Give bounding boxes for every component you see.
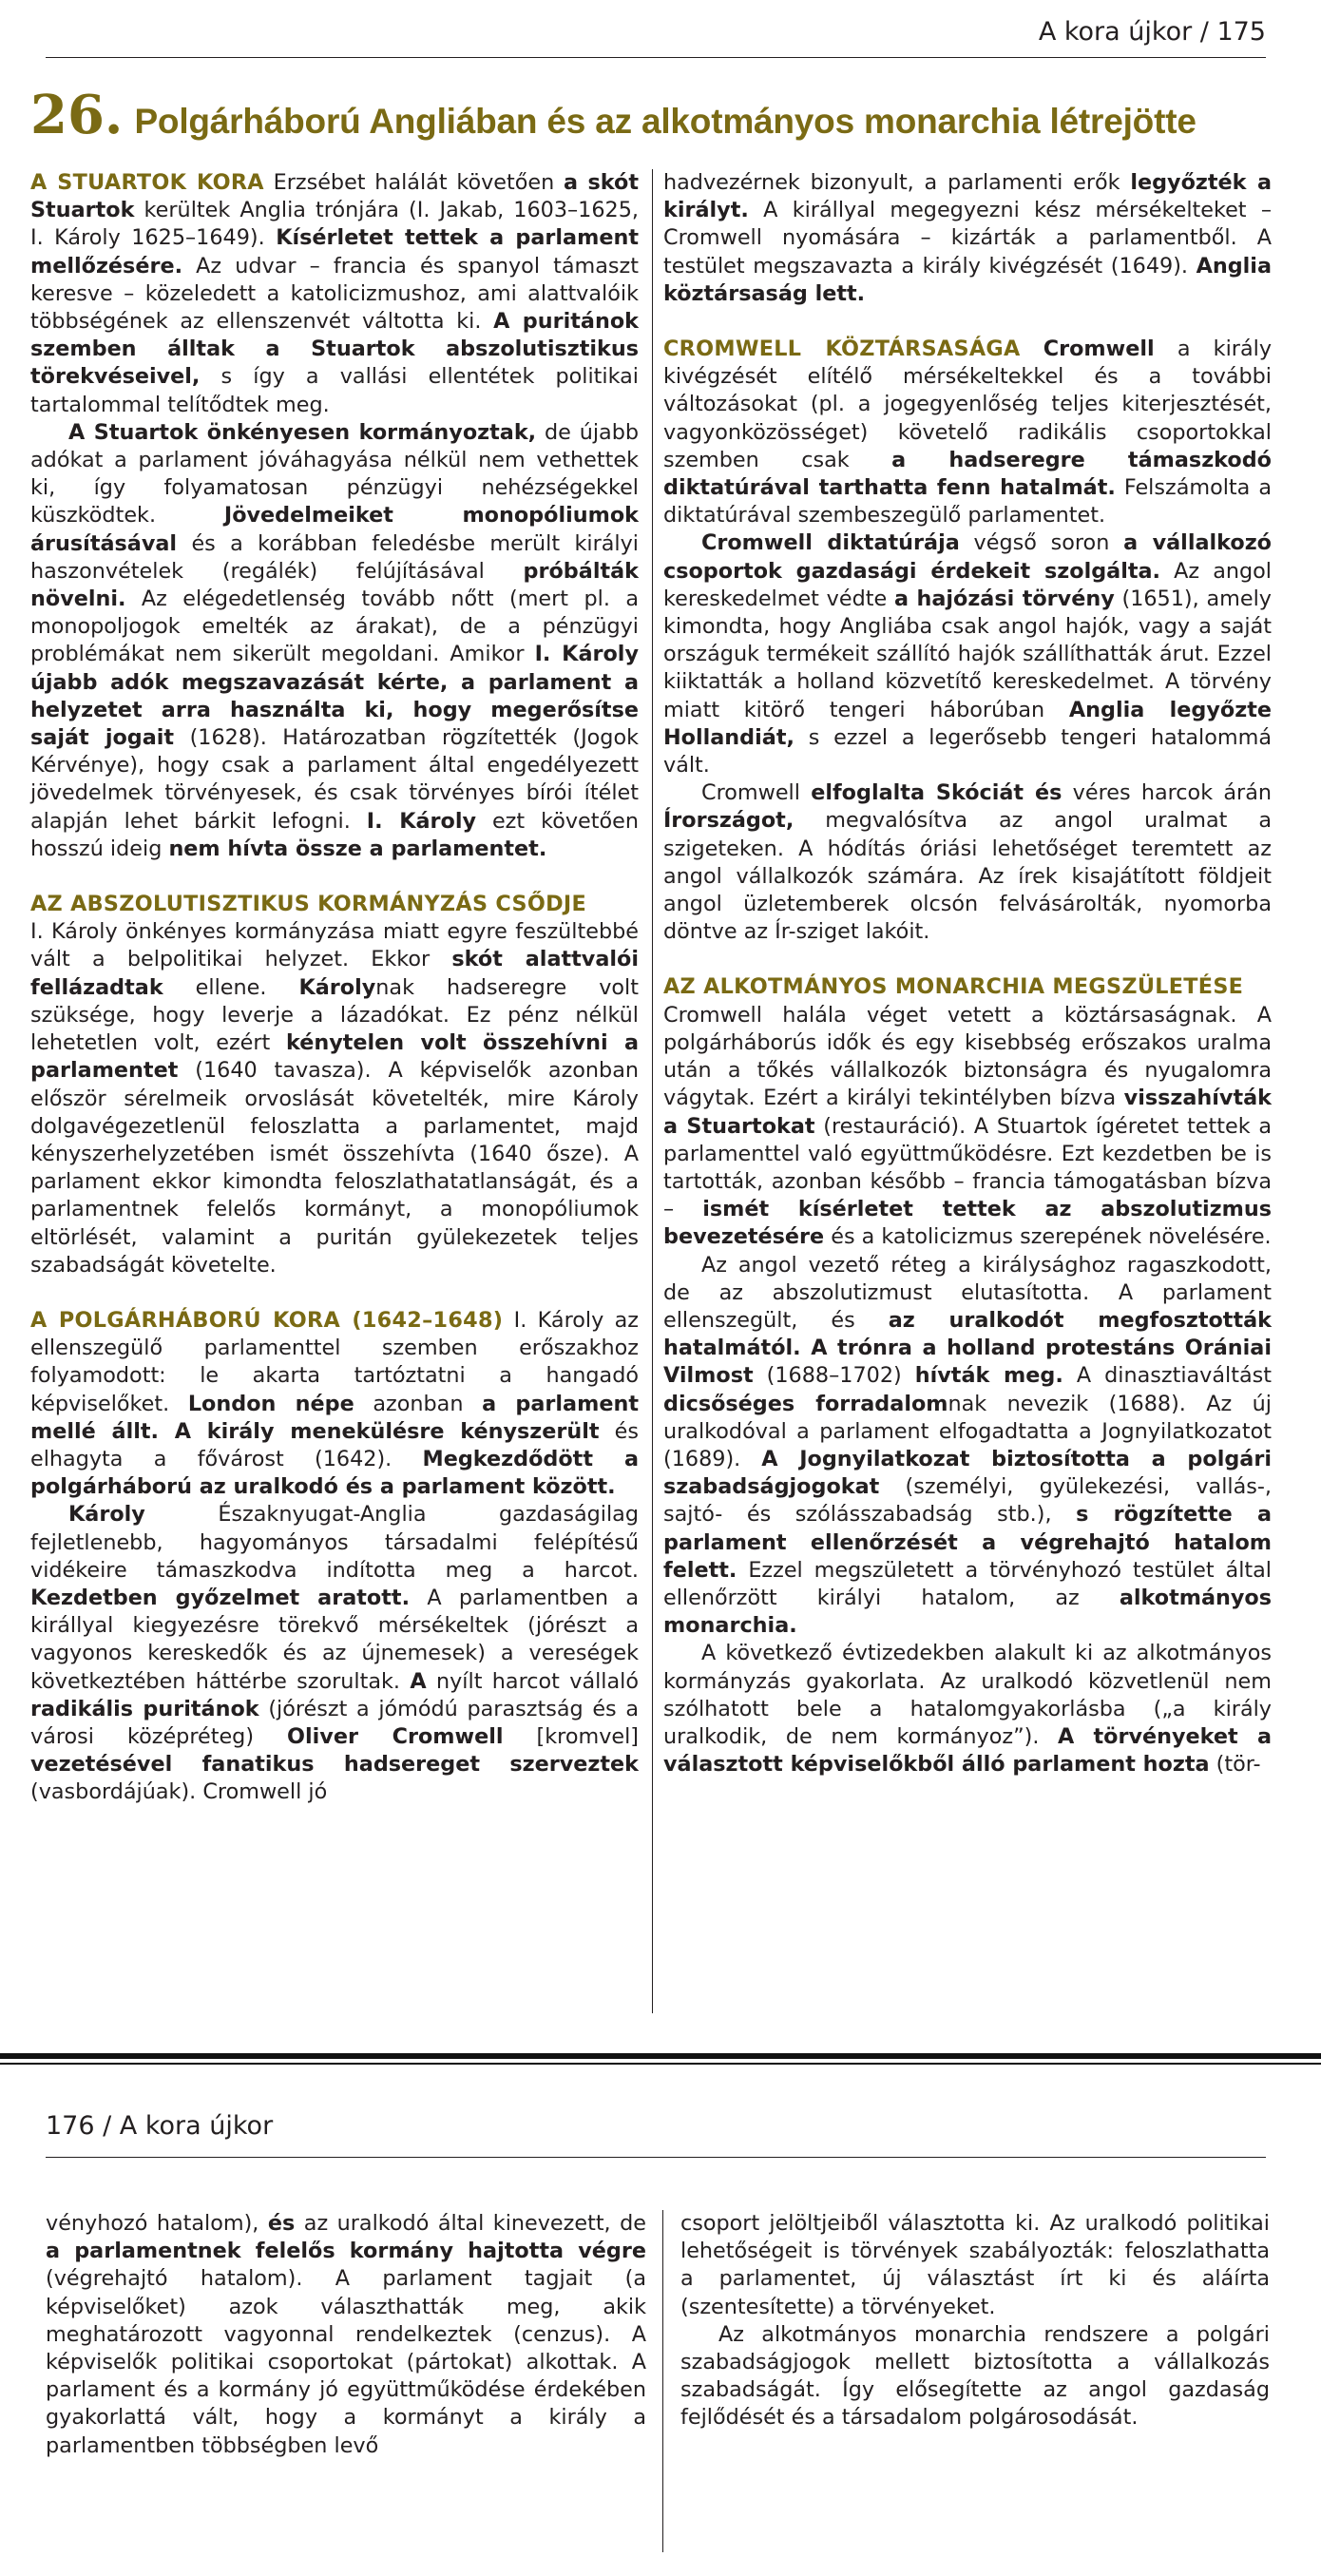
section-heading: A POLGÁRHÁBORÚ KORA (1642–1648): [30, 1307, 504, 1333]
body-text: de újabb adókat a parlament jóváhagyása nélkül nem vethettek ki, így folyamatosan pénzügyi nehézségekkel küszködtek.: [30, 419, 640, 529]
body-text: (jórészt a jómódú parasztság és a városi középréteg): [30, 1696, 639, 1749]
section-heading: CROMWELL KÖZTÁRSASÁGA: [663, 336, 1021, 362]
body-text: Az angol kereskedelmet védte: [663, 558, 1272, 611]
body-text: A parlamentben a királlyal kiegyezésre törekvő mérsékeltek (jórészt a vagyonos kereskedők és az újnemesek) a vereségek következtében háttérbe szorultak.: [30, 1585, 639, 1694]
emphasis-text: A puritánok szemben álltak a Stuartok abszolutisztikus törekvéseivel,: [30, 309, 639, 390]
body-text: csoport jelöltjeiből választotta ki. Az uralkodó politikai lehetőségeit is törvények szabályozták: feloszlathatta a parlamentet, új választást írt ki és aláírta (szentesítette) a törvényeket.: [680, 2211, 1270, 2319]
body-text: Ezzel megszületett a törvényhozó testület által ellenőrzött királyi hatalom, az: [663, 1557, 1272, 1610]
body-text: (restauráció). A Stuartok ígéretet tettek a parlamenttel való együttműködésre. Ezt kezdetben be is tartották, azonban később – francia támogatásban bízva –: [663, 1113, 1272, 1222]
body-text: (tör-: [1209, 1752, 1261, 1778]
right-column: [663, 169, 1272, 1778]
emphasis-text: alkotmányos monarchia.: [663, 1585, 1272, 1639]
emphasis-text: a hadseregre támaszkodó diktatúrával tarthatta fenn hatalmát.: [663, 447, 1272, 501]
body-text: kerültek Anglia trónjára (I. Jakab, 1603–1625, I. Károly 1625–1649).: [30, 198, 639, 251]
emphasis-text: vezetésével fanatikus hadsereget szerveztek: [30, 1752, 639, 1778]
emphasis-text: Megkezdődött a polgárháború az uralkodó és a parlament között.: [30, 1446, 639, 1500]
emphasis-text: visszahívták a Stuartokat: [663, 1086, 1272, 1139]
body-text: A dinasztiaváltást: [1063, 1363, 1272, 1389]
emphasis-text: a vállalkozó csoportok gazdasági érdekeit szolgálta.: [663, 530, 1272, 584]
emphasis-text: Írországot,: [663, 808, 795, 834]
body-text: Felszámolta a diktatúrával szembeszegülő parlamentet.: [663, 475, 1272, 529]
body-text: az uralkodó által kinevezett, de: [295, 2211, 647, 2236]
emphasis-text: A Stuartok önkényesen kormányoztak,: [68, 419, 537, 445]
section-heading: A STUARTOK KORA: [30, 170, 264, 195]
emphasis-text: a skót Stuartok: [30, 170, 639, 223]
body-text: a király kivégzését elítélő mérsékeltekkel és a további változásokat (pl. a jogegyenlőség teljes kiterjesztését, vagyonközösséget) követelő radikális csoportokkal szemben csak: [663, 336, 1273, 472]
emphasis-text: Kezdetben győzelmet aratott.: [30, 1585, 411, 1610]
section-paragraph: [663, 973, 1272, 1251]
body-text: vényhozó hatalom),: [46, 2211, 268, 2236]
section-paragraph: [663, 336, 1272, 529]
body-text: Cromwell: [701, 780, 812, 806]
body-text: s ezzel a legerősebb tengeri hatalommá vált.: [663, 724, 1272, 779]
emphasis-text: radikális puritánok: [30, 1696, 259, 1721]
column-divider: [652, 169, 653, 2013]
emphasis-text: az uralkodót megfosztották hatalmától. A trónra a holland protestáns Orániai Vilmost: [663, 1307, 1272, 1389]
body-text: Északnyugat-Anglia gazdaságilag fejletlenebb, hagyományos társadalmi felépítésű vidékeire támaszkodva indította meg a harcot.: [30, 1502, 639, 1583]
emphasis-text: Anglia legyőzte Hollandiát,: [663, 697, 1272, 750]
header-rule: [46, 2157, 1266, 2158]
body-text: és a katolicizmus szerepének növelésére.: [824, 1224, 1272, 1250]
emphasis-text: Károly: [298, 974, 376, 1000]
emphasis-text: és: [267, 2211, 296, 2236]
chapter-title: [30, 84, 1285, 146]
body-text: (személyi, gyülekezési, vallás-, sajtó- és szólásszabadság stb.),: [663, 1474, 1272, 1528]
page-separator-thin: [0, 2063, 1321, 2065]
running-head: 176 / A kora újkor: [46, 2111, 274, 2141]
page-176: [0, 2086, 1321, 2576]
body-text: Az elégedetlenség tovább nőtt (mert pl. a monopoljogok emelték az árakat), de a pénzügyi problémákat nem sikerült megoldani. Amikor: [30, 586, 639, 667]
emphasis-text: Jövedelmeiket monopóliumok árusításával: [30, 503, 639, 556]
body-paragraph: [663, 169, 1272, 308]
emphasis-text: Anglia köztársaság lett.: [663, 253, 1272, 306]
body-text: Az angol vezető réteg a királysághoz ragaszkodott, de az abszolutizmust elutasította. A parlament ellenszegült, és: [663, 1252, 1272, 1333]
body-text: (vasbordájúak). Cromwell jó: [30, 1779, 328, 1805]
header-rule: [46, 57, 1266, 58]
emphasis-text: ismét kísérletet tettek az abszolutizmus bevezetésére: [663, 1197, 1272, 1250]
body-text: és elhagyta a fővárost (1642).: [30, 1418, 639, 1471]
emphasis-text: kénytelen volt összehívni a parlamentet: [30, 1030, 639, 1084]
column-divider: [662, 2210, 663, 2552]
chapter-title-text: Polgárháború Angliában és az alkotmányos monarchia létrejötte: [134, 102, 1197, 141]
body-text: ellene.: [163, 974, 299, 1000]
section-heading: AZ ALKOTMÁNYOS MONARCHIA MEGSZÜLETÉSE: [663, 974, 1244, 1000]
body-paragraph: [30, 1501, 639, 1806]
emphasis-text: Oliver Cromwell: [287, 1723, 504, 1749]
body-text: ezt követően hosszú ideig: [30, 808, 639, 861]
body-text: A királlyal megegyezni kész mérsékelteket – Cromwell nyomására – kizárták a parlamentből. A testület megszavazta a király kivégzését (1649).: [663, 198, 1272, 279]
body-paragraph: [46, 2210, 646, 2460]
emphasis-text: legyőzték a királyt.: [663, 170, 1272, 223]
section-paragraph: [30, 169, 639, 419]
section-paragraph: [30, 1307, 639, 1501]
body-paragraph: [663, 1252, 1272, 1641]
emphasis-text: skót alattvalói fellázadtak: [30, 947, 639, 1000]
emphasis-text: Károly: [68, 1502, 145, 1528]
body-text: (1640 tavasza). A képviselők azonban először sérelmeik orvoslását követelték, mire Károly dolgavégezetlenül feloszlatta a parlamentet, majd kényszerhelyzetében ismét összehívta (1640 ősze). A parlament ekkor kimondta feloszlathatatlanságát, és a parlamentnek felelős kormányt, a monopóliumok eltörlését, valamint a puritán gyülekezetek teljes szabadságát követelte.: [30, 1058, 639, 1278]
body-paragraph: [663, 779, 1272, 946]
body-text: végső soron: [959, 530, 1124, 556]
emphasis-text: A törvényeket a választott képviselőkből álló parlament hozta: [663, 1723, 1273, 1778]
body-text: (1628). Határozatban rögzítették (Jogok Kérvénye), hogy csak a parlament által engedélyezett jövedelmek törvényesek, és csak törvényes bírói ítélet alapján lehet bárkit lefogni.: [30, 725, 640, 834]
body-text: és a korábban feledésbe merült királyi haszonvételek (regálék) felújításával: [30, 530, 639, 584]
emphasis-text: dicsőséges forradalom: [663, 1391, 948, 1416]
emphasis-text: London népe: [187, 1391, 354, 1416]
body-text: véres harcok árán: [1062, 780, 1272, 806]
body-paragraph: [680, 2210, 1270, 2321]
body-text: (1651), amely kimondta, hogy Angliába csak angol hajók, vagy a saját országuk termékeit szállító hajók szállíthatták árut. Ezzel kiiktatták a holland közvetítő kereskedelmet. A törvény miatt kitörő tengeri háborúban: [663, 586, 1272, 722]
body-text: nyílt harcot vállaló: [426, 1668, 639, 1694]
emphasis-text: I. Károly: [366, 808, 477, 834]
emphasis-text: s rögzítette a parlament ellenőrzését a végrehajtó hatalom felett.: [663, 1502, 1272, 1583]
body-text: megvalósítva az angol uralmat a szigeteken. A hódítás óriási lehetőséget teremtett az angol vállalkozók számára. Az írek kisajátított földjeit angol üzletemberek olcsón felvásárolták, nyomorba döntve az Ír-sziget lakóit.: [663, 808, 1272, 945]
body-text: I. Károly az ellenszegülő parlamenttel szemben erőszakhoz folyamodott: le akarta tartóztatni a hangadó képviselőket.: [30, 1307, 639, 1416]
section-paragraph: [30, 891, 639, 1279]
body-text: [kromvel]: [503, 1723, 640, 1749]
emphasis-text: a parlament mellé állt. A király menekülésre kényszerült: [30, 1391, 639, 1444]
running-head: A kora újkor / 175: [1038, 17, 1266, 47]
emphasis-text: Cromwell diktatúrája: [701, 530, 960, 556]
body-paragraph: [663, 529, 1272, 779]
emphasis-text: A: [410, 1668, 427, 1694]
emphasis-text: hívták meg.: [914, 1363, 1063, 1389]
body-text: hadvezérnek bizonyult, a parlamenti erők: [663, 170, 1131, 195]
emphasis-text: próbálták növelni.: [30, 558, 639, 612]
body-paragraph: [663, 1640, 1272, 1778]
left-column: [46, 2210, 646, 2460]
emphasis-text: nem hívta össze a parlamentet.: [168, 836, 547, 861]
chapter-number: 26.: [30, 84, 124, 146]
right-column: [680, 2210, 1270, 2432]
body-text: azonban: [354, 1391, 483, 1416]
section-heading: AZ ABSZOLUTISZTIKUS KORMÁNYZÁS CSŐDJE: [30, 892, 587, 917]
body-text: nak nevezik (1688). Az új uralkodóval a parlament elfogadtatta a Jognyilatkozatot (1689).: [663, 1391, 1272, 1471]
body-text: I. Károly önkényes kormányzása miatt egyre feszültebbé vált a belpolitikai helyzet. Ekkor: [30, 919, 639, 972]
left-column: [30, 169, 639, 1807]
body-text: Az alkotmányos monarchia rendszere a polgári szabadságjogok mellett biztosította a vállalkozás szabadságát. Így elősegítette az angol gazdaság fejlődését és a társadalom polgárosodását.: [680, 2321, 1270, 2431]
emphasis-text: A Jognyilatkozat biztosította a polgári szabadságjogokat: [663, 1446, 1272, 1500]
emphasis-text: a hajózási törvény: [893, 586, 1115, 611]
emphasis-text: Cromwell: [1043, 336, 1155, 362]
emphasis-text: a parlamentnek felelős kormány hajtotta végre: [46, 2239, 646, 2264]
body-text: Cromwell halála véget vetett a köztársaságnak. A polgárháborús idők és egy kisebbség erőszakos uralma után a tőkés vállalkozók biztonságra és nyugalomra vágytak. Ezért a királyi tekintélyben bízva: [663, 1002, 1272, 1111]
emphasis-text: I. Károly újabb adók megszavazását kérte, a parlament a helyzetet arra használta ki, hogy megerősítse saját jogait: [30, 642, 639, 751]
body-text: Erzsébet halálát követően: [263, 170, 565, 195]
body-text: (végrehajtó hatalom). A parlament tagjait (a képviselőket) azok választhatták meg, akik meghatározott vagyonnal rendelkeztek (cenzus). A képviselők politikai csoportokat (pártokat) alkottak. A parlament és a kormány jó együttműködése érdekében gyakorlattá vált, hogy a kormányt a király a parlamentben többségben levő: [46, 2266, 646, 2458]
body-text: s így a vallási ellentétek politikai tartalommal telítődtek meg.: [30, 364, 639, 417]
emphasis-text: Kísérletet tettek a parlament mellőzésére.: [30, 225, 639, 279]
body-text: (1688–1702): [753, 1363, 915, 1389]
body-text: nak hadseregre volt szüksége, hogy leverje a lázadókat. Ez pénz nélkül lehetetlen volt, ezért: [30, 974, 639, 1056]
body-text: A következő évtizedekben alakult ki az alkotmányos kormányzás gyakorlata. Az uralkodó közvetlenül nem szólhatott bele a hatalomgyakorlásba („a király uralkodik, de nem kormányoz”).: [663, 1641, 1272, 1749]
body-text: Az udvar – francia és spanyol támaszt keresve – közeledett a katolicizmushoz, ami alattvalóik többségének az ellenszenvét váltotta ki.: [30, 253, 639, 335]
body-paragraph: [680, 2321, 1270, 2432]
page-separator: [0, 2053, 1321, 2059]
body-text: [1021, 336, 1043, 361]
emphasis-text: elfoglalta Skóciát és: [811, 780, 1063, 806]
body-paragraph: [30, 419, 639, 863]
